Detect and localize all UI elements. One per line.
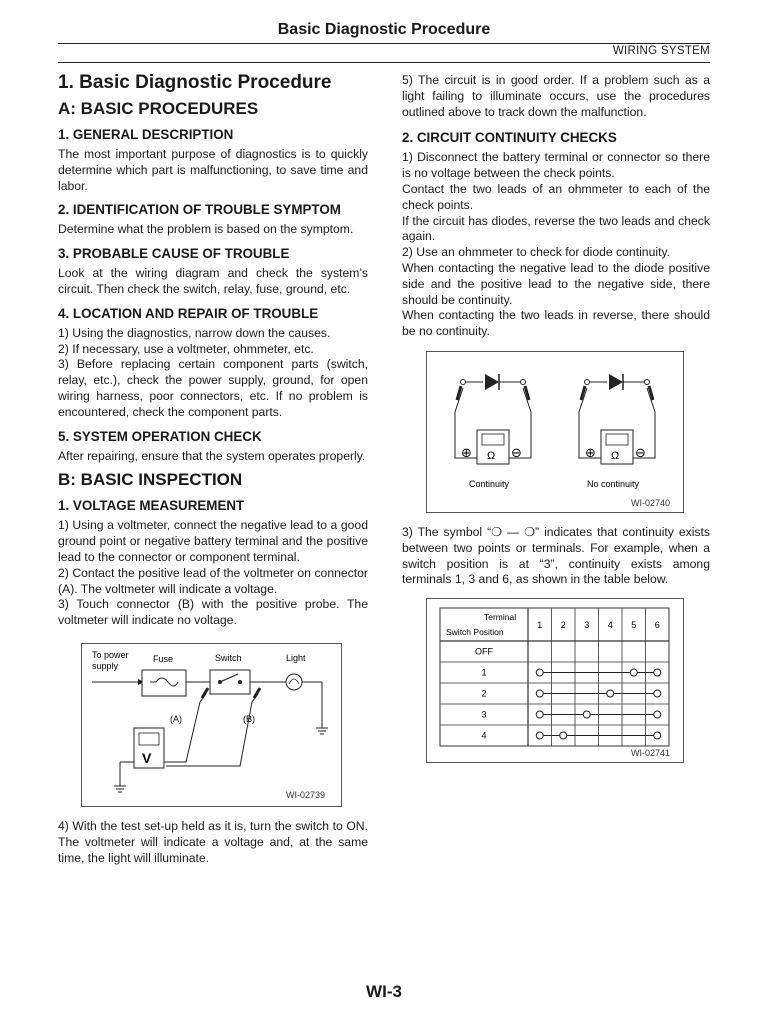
- continuity-node: [654, 732, 661, 739]
- voltmeter-display: [139, 733, 159, 745]
- part-a-title: A: BASIC PROCEDURES: [58, 99, 259, 118]
- section-label: WIRING SYSTEM: [612, 45, 710, 57]
- left-ohmmeter-display: [482, 434, 504, 445]
- table-header-terminal: Terminal: [484, 612, 517, 623]
- page-header-title: Basic Diagnostic Procedure: [277, 21, 491, 38]
- switch-contact-b: [238, 680, 242, 684]
- right-probe-2: [649, 386, 653, 400]
- voltage-figure: [81, 643, 342, 807]
- switch-box: [210, 670, 250, 694]
- table-position-label: 1: [481, 667, 487, 678]
- probe-tip-a: [202, 688, 208, 698]
- right-terminal-b: [645, 379, 650, 384]
- left-ohm-symbol: Ω: [487, 449, 496, 462]
- voltage-step-3: 3) Touch connector (B) with the positive probe. The voltmeter will indicate no voltage.: [58, 597, 368, 628]
- table-header-switch: Switch Position: [446, 627, 504, 638]
- continuity-node: [560, 732, 567, 739]
- probe-lead-b: [166, 694, 258, 766]
- probe-tip-b: [254, 688, 260, 698]
- page-number: WI-3: [366, 982, 402, 1001]
- continuity-step-1c: If the circuit has diodes, reverse the two leads and check again.: [402, 213, 710, 244]
- table-position-label: OFF: [475, 646, 493, 657]
- power-label-line2: supply: [92, 660, 119, 671]
- table-position-label: 2: [481, 688, 487, 699]
- fuse-label: Fuse: [153, 653, 174, 664]
- table-terminal-label: 5: [631, 620, 637, 631]
- right-plus-icon: ⊕: [585, 444, 596, 460]
- continuity-node: [536, 711, 543, 718]
- voltage-heading: 1. VOLTAGE MEASUREMENT: [58, 498, 245, 514]
- continuity-label: Continuity: [469, 478, 510, 489]
- continuity-step-2b: When contacting the negative lead to the diode positive side and the positive lead to the negative side, there should be continuity.: [402, 260, 710, 307]
- diode-figure: [426, 351, 684, 513]
- fuse-box: [142, 670, 186, 696]
- system-check-text: After repairing, ensure that the system operates properly.: [58, 448, 366, 463]
- continuity-node: [583, 711, 590, 718]
- table-position-label: 3: [481, 709, 487, 720]
- general-text: The most important purpose of diagnostics is to quickly determine which part is malfunctioning, to save time and labor.: [58, 147, 368, 193]
- light-bulb-icon: [286, 674, 302, 690]
- light-label: Light: [286, 652, 306, 663]
- voltage-step-4: 4) With the test set-up held as it is, turn the switch to ON. The voltmeter will indicate a voltage and, at the same time, the light will illuminate.: [58, 818, 368, 865]
- table-terminal-label: 3: [584, 620, 590, 631]
- continuity-step-1b: Contact the two leads of an ohmmeter to each of the check points.: [402, 181, 710, 212]
- no-continuity-label: No continuity: [587, 478, 640, 489]
- continuity-step-2c: When contacting the two leads in reverse, there should be no continuity.: [402, 308, 710, 339]
- power-label-line1: To power: [92, 649, 129, 660]
- identification-text: Determine what the problem is based on the symptom.: [58, 222, 354, 237]
- main-title: 1. Basic Diagnostic Procedure: [58, 72, 332, 93]
- diode-diagram: [427, 352, 683, 512]
- figure-id-voltage: WI-02739: [286, 789, 326, 800]
- probable-heading: 3. PROBABLE CAUSE OF TROUBLE: [58, 246, 290, 262]
- probe-lead-a: [162, 694, 206, 762]
- switch-label: Switch: [215, 652, 242, 663]
- left-diode-icon: [485, 374, 499, 390]
- continuity-heading: 2. CIRCUIT CONTINUITY CHECKS: [402, 130, 617, 146]
- right-terminal-a: [585, 379, 590, 384]
- right-minus-icon: ⊖: [635, 444, 646, 460]
- continuity-table: [427, 599, 683, 762]
- continuity-node: [654, 711, 661, 718]
- general-heading: 1. GENERAL DESCRIPTION: [58, 127, 234, 142]
- left-minus-icon: ⊖: [511, 444, 522, 460]
- continuity-node: [536, 690, 543, 697]
- figure-id-table: WI-02741: [631, 748, 671, 759]
- continuity-step-3: 3) The symbol “❍ — ❍” indicates that continuity exists between two points or terminals. For example, when a switch position is at “3”, continuity exists among terminals 1, 3 and 6, as shown in the table below.: [402, 524, 710, 587]
- continuity-step-2: 2) Use an ohmmeter to check for diode continuity.: [402, 245, 671, 260]
- voltage-diagram: [82, 644, 341, 806]
- header-rule: [58, 43, 710, 44]
- part-b-title: B: BASIC INSPECTION: [58, 470, 243, 490]
- right-diode-icon: [609, 374, 623, 390]
- continuity-node: [630, 669, 637, 676]
- identification-heading: 2. IDENTIFICATION OF TROUBLE SYMPTOM: [58, 202, 341, 218]
- left-terminal-a: [461, 379, 466, 384]
- right-column: [402, 73, 710, 763]
- right-probe-1: [581, 386, 585, 400]
- voltage-step-1: 1) Using a voltmeter, connect the negative lead to a good ground point or negative battery terminal and the positive lead to the connector or component terminal.: [58, 518, 368, 564]
- table-terminal-label: 4: [607, 620, 613, 631]
- right-ohm-symbol: Ω: [611, 449, 620, 462]
- left-plus-icon: ⊕: [461, 444, 472, 460]
- table-terminal-label: 6: [654, 620, 660, 631]
- continuity-node: [536, 732, 543, 739]
- figure-id-diode: WI-02740: [631, 497, 671, 508]
- location-step-3: 3) Before replacing certain component parts (switch, relay, etc.), check the power supply, ground, for open wiring harness, poor connectors, etc. If no problem is encountered, check the component parts.: [58, 357, 368, 419]
- connector-b-label: (B): [243, 713, 255, 724]
- location-step-1: 1) Using the diagnostics, narrow down the causes.: [58, 325, 331, 340]
- probable-text: Look at the wiring diagram and check the system’s circuit. Then check the switch, relay, fuse, ground, etc.: [58, 266, 368, 296]
- voltmeter-symbol: V: [142, 749, 152, 766]
- table-terminal-label: 2: [560, 620, 566, 631]
- connector-a-label: (A): [170, 713, 182, 724]
- left-probe-1: [457, 386, 461, 400]
- header-rule-bottom: [58, 62, 710, 63]
- continuity-node: [654, 690, 661, 697]
- continuity-node: [607, 690, 614, 697]
- location-heading: 4. LOCATION AND REPAIR OF TROUBLE: [58, 305, 319, 321]
- voltage-step-2: 2) Contact the positive lead of the voltmeter on connector (A). The voltmeter will indicate a voltage.: [58, 565, 368, 596]
- table-position-label: 4: [481, 730, 487, 741]
- continuity-table-figure: [426, 598, 684, 763]
- voltage-step-5: 5) The circuit is in good order. If a problem such as a light failing to illuminate occurs, use the procedures outlined above to track down the malfunction.: [402, 73, 710, 119]
- continuity-node: [654, 669, 661, 676]
- left-column: [58, 70, 368, 866]
- left-probe-2: [525, 386, 529, 400]
- left-terminal-b: [521, 379, 526, 384]
- location-step-2: 2) If necessary, use a voltmeter, ohmmeter, etc.: [58, 341, 314, 356]
- continuity-node: [536, 669, 543, 676]
- right-ohmmeter-display: [606, 434, 628, 445]
- system-check-heading: 5. SYSTEM OPERATION CHECK: [58, 428, 262, 444]
- table-terminal-label: 1: [537, 620, 543, 631]
- continuity-step-1: 1) Disconnect the battery terminal or connector so there is no voltage between the check points.: [402, 150, 710, 181]
